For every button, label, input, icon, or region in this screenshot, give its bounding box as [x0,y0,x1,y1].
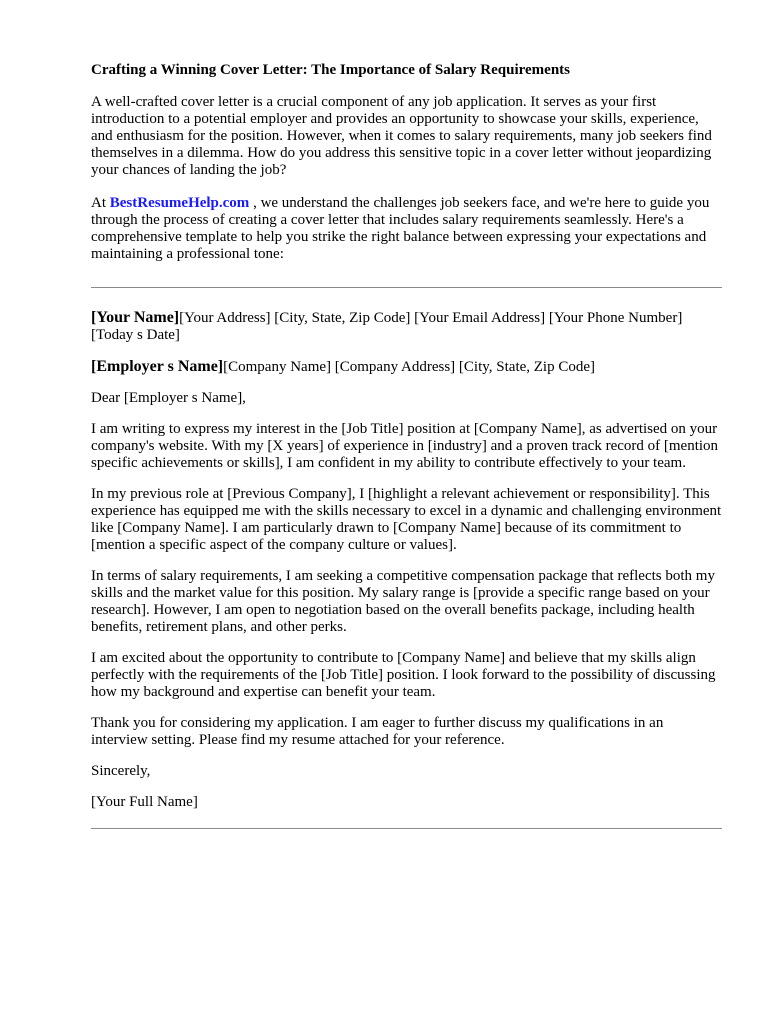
help-prefix: At [91,195,110,211]
sender-name: [Your Name] [91,309,180,326]
signature: [Your Full Name] [91,794,198,810]
sender-details: [Your Address] [City, State, Zip Code] [Your Email Address] [Your Phone Number] [Today s Date] [91,310,683,343]
letter-paragraph-1: I am writing to express my interest in the [Job Title] position at [Company Name], as advertised on your company's website. With my [X years] of experience in [industry] and a proven track record of [mention specific achievements or skills], I am confident in my ability to contribute effectively to your team. [91,421,719,471]
letter-paragraph-5: Thank you for considering my application. I am eager to further discuss my qualifications in an interview setting. Please find my resume attached for your reference. [91,715,664,748]
page-title: Crafting a Winning Cover Letter: The Importance of Salary Requirements [91,62,570,78]
help-suffix: , we understand the challenges job seekers face, and we're here to guide you through the process of creating a cover letter that includes salary requirements seamlessly. Here's a comprehensive template to help you strike the right balance between expressing your expectations and maintaining a professional tone: [91,195,710,262]
help-paragraph [91,195,722,263]
letter-paragraph-3: In terms of salary requirements, I am seeking a competitive compensation package that reflects both my skills and the market value for this position. My salary range is [provide a specific range based on your research]. However, I am open to negotiation based on the overall benefits package, including health benefits, retirement plans, and other perks. [91,568,715,635]
letter-paragraph-2: In my previous role at [Previous Company], I [highlight a relevant achievement or responsibility]. This experience has equipped me with the skills necessary to excel in a dynamic and challenging environment like [Company Name]. I am particularly drawn to [Company Name] because of its commitment to [mention a specific aspect of the company culture or values]. [91,486,722,553]
brand-link[interactable]: BestResumeHelp.com [109,195,250,211]
letter-paragraph-4: I am excited about the opportunity to contribute to [Company Name] and believe that my skills align perfectly with the requirements of the [Job Title] position. I look forward to the possibility of discussing how my background and expertise can benefit your team. [91,650,716,700]
intro-paragraph: A well-crafted cover letter is a crucial component of any job application. It serves as your first introduction to a potential employer and provides an opportunity to showcase your skills, experience, and enthusiasm for the position. However, when it comes to salary requirements, many job seekers find themselves in a dilemma. How do you address this sensitive topic in a cover letter without jeopardizing your chances of landing the job? [91,94,712,178]
salutation: Dear [Employer s Name], [91,390,246,406]
top-divider [91,287,722,288]
bottom-divider [91,828,722,829]
employer-name: [Employer s Name] [91,358,224,375]
sender-block [91,309,722,344]
closing: Sincerely, [91,763,151,779]
employer-block [91,358,722,376]
employer-details: [Company Name] [Company Address] [City, State, Zip Code] [223,359,596,375]
